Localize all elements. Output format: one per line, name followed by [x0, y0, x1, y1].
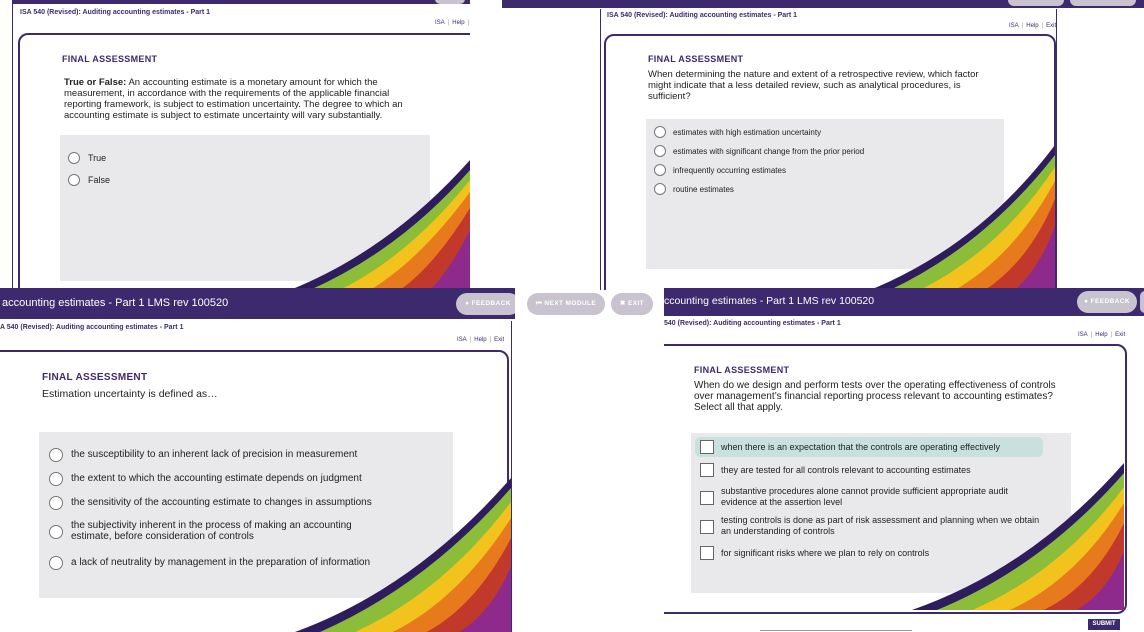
- decorative-swoosh: [270, 160, 470, 290]
- module-title: ISA 540 (Revised): Auditing accounting estimates - Part 1: [607, 12, 798, 19]
- checkbox[interactable]: [700, 520, 714, 534]
- option-label: testing controls is done as part of risk assessment and planning when we obtain an understanding of controls: [721, 515, 1040, 536]
- progress-line: [760, 630, 912, 631]
- isa-link[interactable]: ISA: [1078, 332, 1088, 338]
- question-text: When determining the nature and extent of a retrospective review, which factor might indicate that a less detailed review, such as analytical procedures, is sufficient?: [648, 69, 979, 102]
- help-link[interactable]: Help: [1095, 332, 1108, 338]
- exit-label: EXIT: [628, 300, 645, 307]
- option-label: for significant risks where we plan to rely on controls: [721, 548, 930, 558]
- radio-button[interactable]: [49, 556, 63, 570]
- checkbox[interactable]: [700, 440, 714, 454]
- feedback-button[interactable]: [1077, 291, 1137, 313]
- option-label: True: [88, 153, 107, 163]
- radio-button[interactable]: [49, 472, 63, 486]
- header-links: ISA | Help | Exit: [1009, 23, 1057, 29]
- corner-tab: [1140, 291, 1144, 313]
- module-title: 540 (Revised): Auditing accounting estimates - Part 1: [664, 320, 841, 327]
- section-heading: FINAL ASSESSMENT: [62, 54, 158, 64]
- frame-line: [600, 9, 601, 290]
- exit-link[interactable]: Exit: [494, 337, 505, 343]
- next-module-button[interactable]: [527, 293, 605, 315]
- option-label: the subjectivity inherent in the process of making an accounting estimate, before consideration of controls: [71, 520, 352, 542]
- frame-line: [1056, 9, 1057, 290]
- next-module-label: NEXT MODULE: [544, 300, 597, 307]
- radio-button[interactable]: [654, 164, 666, 176]
- corner-tab: [1008, 0, 1064, 6]
- checkbox[interactable]: [700, 463, 714, 477]
- option-label: the extent to which the accounting estimate depends on judgment: [71, 473, 362, 484]
- header-links: ISA | Help |: [435, 20, 470, 26]
- close-icon: ✖: [619, 300, 626, 307]
- help-link[interactable]: Help: [1026, 23, 1039, 29]
- decorative-swoosh: [295, 478, 511, 632]
- section-heading: FINAL ASSESSMENT: [648, 54, 744, 64]
- decorative-swoosh: [912, 463, 1124, 610]
- top-bar: [12, 0, 470, 4]
- question-text: When do we design and perform tests over the operating effectiveness of controls over management’s financial reporting process relevant to accounting estimates? Select all that apply.: [694, 380, 1056, 413]
- question-text: [64, 77, 428, 121]
- help-link[interactable]: Help: [474, 337, 487, 343]
- option-1[interactable]: [646, 126, 1004, 138]
- option-label: when there is an expectation that the controls are operating effectively: [721, 442, 1001, 452]
- question-lead: True or False:: [64, 77, 127, 88]
- option-label: they are tested for all controls relevant to accounting estimates: [721, 465, 971, 475]
- lms-title: ccounting estimates - Part 1 LMS rev 100520: [664, 295, 875, 307]
- exit-link[interactable]: Exit: [1046, 23, 1057, 29]
- option-label: False: [88, 175, 111, 185]
- feedback-icon: ●: [1084, 298, 1089, 305]
- section-heading: FINAL ASSESSMENT: [694, 365, 790, 375]
- corner-tab: [1070, 0, 1136, 6]
- radio-button[interactable]: [49, 448, 63, 462]
- panel-q3: [0, 288, 515, 632]
- radio-button[interactable]: [654, 126, 666, 138]
- lms-title: accounting estimates - Part 1 LMS rev 100520: [2, 297, 229, 309]
- option-1[interactable]: [691, 440, 1071, 454]
- option-label: estimates with high estimation uncertainty: [673, 128, 822, 137]
- question-text: Estimation uncertainty is defined as…: [42, 388, 218, 400]
- decorative-swoosh: [860, 145, 1055, 290]
- header-links: ISA | Help | Exit: [457, 337, 505, 343]
- option-label: infrequently occurring estimates: [673, 166, 786, 175]
- option-label: estimates with significant change from the prior period: [673, 147, 865, 156]
- option-label: substantive procedures alone cannot provide sufficient appropriate audit evidence at the assertion level: [721, 486, 1009, 507]
- radio-button[interactable]: [68, 152, 80, 164]
- feedback-label: FEEDBACK: [1090, 298, 1130, 305]
- feedback-button[interactable]: [456, 293, 515, 315]
- header-links: ISA | Help | Exit: [1078, 332, 1126, 338]
- panel-q4: [664, 288, 1144, 632]
- option-label: the susceptibility to an inherent lack of precision in measurement: [71, 449, 358, 460]
- checkbox[interactable]: [700, 546, 714, 560]
- isa-link[interactable]: ISA: [435, 20, 445, 26]
- option-label: routine estimates: [673, 185, 734, 194]
- radio-button[interactable]: [68, 174, 80, 186]
- option-label: a lack of neutrality by management in the preparation of information: [71, 557, 371, 568]
- feedback-icon: ●: [465, 300, 470, 307]
- radio-button[interactable]: [654, 183, 666, 195]
- option-1[interactable]: [39, 448, 453, 462]
- module-title: A 540 (Revised): Auditing accounting estimates - Part 1: [0, 324, 184, 331]
- frame-line: [12, 4, 13, 290]
- checkbox[interactable]: [700, 491, 714, 505]
- exit-button[interactable]: [611, 293, 653, 315]
- option-label: the sensitivity of the accounting estimate to changes in assumptions: [71, 497, 372, 508]
- help-link[interactable]: Help: [452, 20, 465, 26]
- exit-link[interactable]: Exit: [1115, 332, 1126, 338]
- isa-link[interactable]: ISA: [457, 337, 467, 343]
- panel-q2: [470, 0, 1144, 290]
- question-body: An accounting estimate is a monetary amount for which the measurement, in accordance with the requirements of the applicable financial reporting framework, is subject to estimation uncertainty. The degree to which an accounting estimate is subject to estimate uncertainty will vary substantially.: [64, 77, 403, 121]
- panel-q1: [0, 0, 470, 290]
- radio-button[interactable]: [49, 525, 63, 539]
- radio-button[interactable]: [49, 496, 63, 510]
- feedback-label: FEEDBACK: [471, 300, 511, 307]
- skip-icon: ⏮: [535, 300, 543, 307]
- submit-button[interactable]: SUBMIT: [1088, 619, 1120, 630]
- corner-tab: [435, 0, 465, 4]
- radio-button[interactable]: [654, 145, 666, 157]
- module-title: ISA 540 (Revised): Auditing accounting estimates - Part 1: [20, 9, 211, 16]
- section-heading: FINAL ASSESSMENT: [42, 372, 148, 383]
- isa-link[interactable]: ISA: [1009, 23, 1019, 29]
- frame-line: [511, 321, 512, 632]
